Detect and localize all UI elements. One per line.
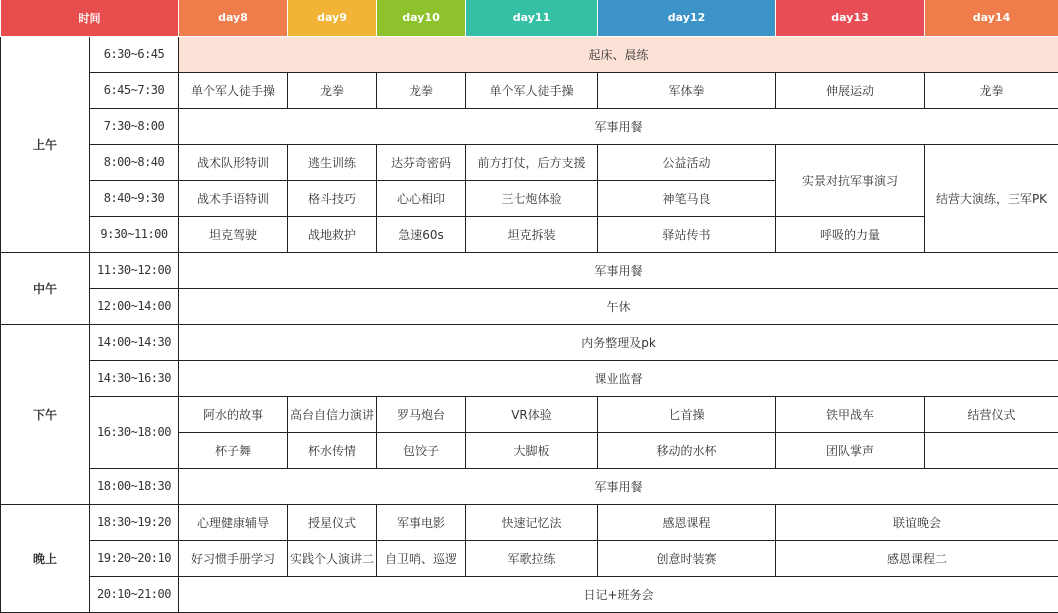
activity-cell: 坦克拆装	[466, 216, 598, 252]
time-cell: 9:30~11:00	[90, 216, 179, 252]
time-cell: 6:45~7:30	[90, 72, 179, 108]
time-cell: 6:30~6:45	[90, 36, 179, 72]
period-morning: 上午	[1, 36, 90, 252]
header-day8: day8	[179, 0, 288, 36]
period-afternoon: 下午	[1, 324, 90, 504]
activity-cell: 心理健康辅导	[179, 504, 288, 540]
activity-cell: 实景对抗军事演习	[776, 144, 925, 216]
activity-cell: 结营仪式	[925, 396, 1058, 432]
activity-cell: 创意时装赛	[598, 540, 776, 576]
activity-cell: 战术手语特训	[179, 180, 288, 216]
header-day9: day9	[288, 0, 377, 36]
time-cell: 8:00~8:40	[90, 144, 179, 180]
time-cell: 14:00~14:30	[90, 324, 179, 360]
activity-cell: 起床、晨练	[179, 36, 1058, 72]
activity-cell: 团队掌声	[776, 432, 925, 468]
rest-cell: 午休	[179, 288, 1058, 324]
header-day14: day14	[925, 0, 1058, 36]
header-time: 时间	[1, 0, 179, 36]
meal-cell: 军事用餐	[179, 108, 1058, 144]
table-row	[1, 216, 1058, 252]
activity-cell: 内务整理及pk	[179, 324, 1058, 360]
activity-cell: 联谊晚会	[776, 504, 1058, 540]
header-day13: day13	[776, 0, 925, 36]
table-row	[1, 36, 1058, 72]
time-cell: 20:10~21:00	[90, 576, 179, 612]
activity-cell: 格斗技巧	[288, 180, 377, 216]
table-row	[1, 72, 1058, 108]
activity-cell: VR体验	[466, 396, 598, 432]
activity-cell: 好习惯手册学习	[179, 540, 288, 576]
activity-cell: 单个军人徒手操	[179, 72, 288, 108]
activity-cell: 移动的水杯	[598, 432, 776, 468]
activity-cell: 罗马炮台	[377, 396, 466, 432]
activity-cell: 逃生训练	[288, 144, 377, 180]
table-row	[1, 396, 1058, 432]
activity-cell: 感恩课程	[598, 504, 776, 540]
meal-cell: 军事用餐	[179, 468, 1058, 504]
activity-cell: 达芬奇密码	[377, 144, 466, 180]
activity-cell: 公益活动	[598, 144, 776, 180]
header-day11: day11	[466, 0, 598, 36]
activity-cell: 军歌拉练	[466, 540, 598, 576]
activity-cell: 龙拳	[288, 72, 377, 108]
period-noon: 中午	[1, 252, 90, 324]
activity-cell: 急速60s	[377, 216, 466, 252]
activity-cell: 匕首操	[598, 396, 776, 432]
activity-cell: 三七炮体验	[466, 180, 598, 216]
period-evening: 晚上	[1, 504, 90, 612]
activity-cell: 课业监督	[179, 360, 1058, 396]
table-row	[1, 324, 1058, 360]
activity-cell: 龙拳	[377, 72, 466, 108]
time-cell: 18:00~18:30	[90, 468, 179, 504]
table-row	[1, 576, 1058, 612]
activity-cell: 包饺子	[377, 432, 466, 468]
header-row	[1, 0, 1058, 36]
activity-cell: 快速记忆法	[466, 504, 598, 540]
time-cell: 12:00~14:00	[90, 288, 179, 324]
table-row	[1, 540, 1058, 576]
activity-cell: 伸展运动	[776, 72, 925, 108]
activity-cell: 阿水的故事	[179, 396, 288, 432]
time-cell: 8:40~9:30	[90, 180, 179, 216]
activity-cell: 结营大演练，三军PK	[925, 144, 1058, 252]
table-row	[1, 108, 1058, 144]
activity-cell: 军事电影	[377, 504, 466, 540]
table-row	[1, 288, 1058, 324]
time-cell: 18:30~19:20	[90, 504, 179, 540]
activity-cell: 前方打仗，后方支援	[466, 144, 598, 180]
time-cell: 19:20~20:10	[90, 540, 179, 576]
activity-cell: 大脚板	[466, 432, 598, 468]
activity-cell: 杯水传情	[288, 432, 377, 468]
header-day12: day12	[598, 0, 776, 36]
activity-cell: 授星仪式	[288, 504, 377, 540]
table-row	[1, 360, 1058, 396]
activity-cell: 单个军人徒手操	[466, 72, 598, 108]
time-cell: 14:30~16:30	[90, 360, 179, 396]
activity-cell: 神笔马良	[598, 180, 776, 216]
time-cell: 16:30~18:00	[90, 396, 179, 468]
activity-cell: 自卫哨、巡逻	[377, 540, 466, 576]
activity-cell: 龙拳	[925, 72, 1058, 108]
activity-cell: 铁甲战车	[776, 396, 925, 432]
time-cell: 11:30~12:00	[90, 252, 179, 288]
activity-cell: 战地救护	[288, 216, 377, 252]
activity-cell: 驿站传书	[598, 216, 776, 252]
header-day10: day10	[377, 0, 466, 36]
activity-cell: 军体拳	[598, 72, 776, 108]
table-row	[1, 468, 1058, 504]
activity-cell: 坦克驾驶	[179, 216, 288, 252]
activity-cell: 实践个人演讲二	[288, 540, 377, 576]
table-row	[1, 144, 1058, 180]
activity-cell: 感恩课程二	[776, 540, 1058, 576]
table-row	[1, 252, 1058, 288]
activity-cell: 高台自信力演讲	[288, 396, 377, 432]
meal-cell: 军事用餐	[179, 252, 1058, 288]
activity-cell: 杯子舞	[179, 432, 288, 468]
activity-cell: 日记+班务会	[179, 576, 1058, 612]
table-row	[1, 504, 1058, 540]
activity-cell: 战术队形特训	[179, 144, 288, 180]
time-cell: 7:30~8:00	[90, 108, 179, 144]
activity-cell: 呼吸的力量	[776, 216, 925, 252]
activity-cell	[925, 432, 1058, 468]
activity-cell: 心心相印	[377, 180, 466, 216]
